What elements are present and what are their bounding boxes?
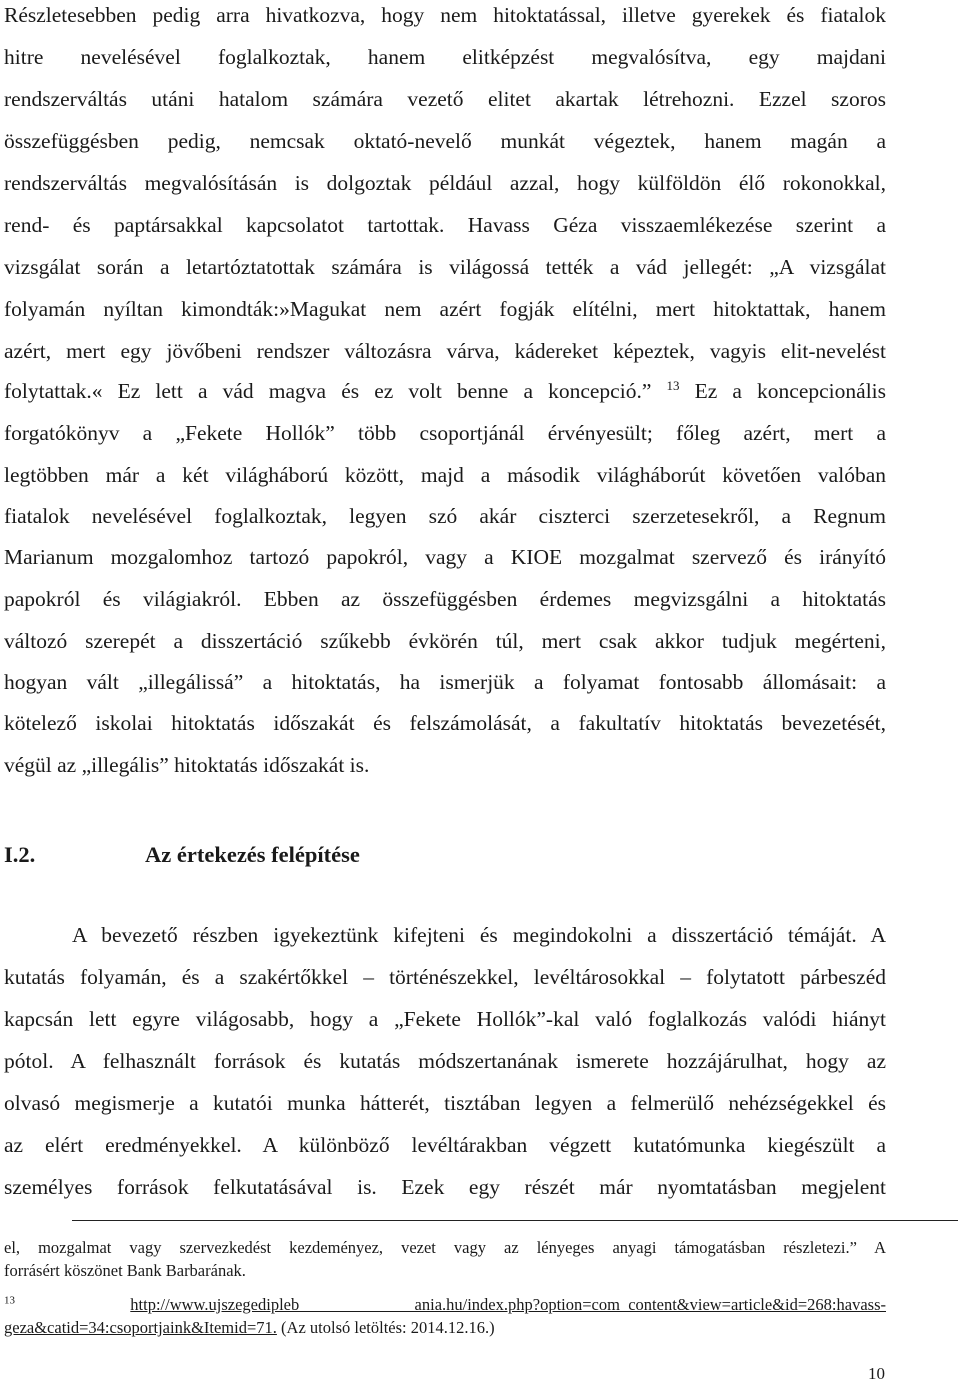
- quote-end-text: folytattak.« Ez lett a vád magva és ez volt benne a koncepció.”: [4, 379, 652, 403]
- body-text-line: összefüggésben pedig, nemcsak oktató-nevelő munkát végeztek, hanem magán a: [4, 129, 886, 153]
- body-text-line: változó szerepét a disszertáció szűkebb évkörén túl, mert csak akkor tudjuk megérteni,: [4, 629, 886, 653]
- body-text-line: hitre nevelésével foglalkoztak, hanem elitképzést megvalósítva, egy majdani: [4, 45, 886, 69]
- body-text-line: azért, mert egy jövőbeni rendszer változásra várva, kádereket képeztek, vagyis elit-nevelést: [4, 339, 886, 363]
- footnote-13-link[interactable]: http://www.ujszegedipleb ania.hu/index.php?option=com_content&view=article&id=268:havass-: [130, 1295, 886, 1314]
- footnote-13: [4, 1294, 886, 1315]
- body-text-line: folyamán nyíltan kimondták:»Magukat nem azért fogják elítélni, mert hitoktattak, hanem: [4, 297, 886, 321]
- body-text-line: A bevezető részben igyekeztünk kifejteni és megindokolni a disszertáció témáját. A: [72, 923, 886, 947]
- footnote-number: 13: [4, 1294, 15, 1307]
- body-text-line: rendszerváltás utáni hatalom számára vezető elitet akartak létrehozni. Ezzel szoros: [4, 87, 886, 111]
- page-number: 10: [868, 1364, 885, 1383]
- body-text-line: rend- és paptársakkal kapcsolatot tartottak. Havass Géza visszaemlékezése szerint a: [4, 213, 886, 237]
- body-text-line: fiatalok nevelésével foglalkoztak, legyen szó akár ciszterci szerzetesekről, a Regnum: [4, 504, 886, 528]
- body-text-line: rendszerváltás megvalósításán is dolgoztak például azzal, hogy külföldön élő rokonokkal,: [4, 171, 886, 195]
- body-text-line: személyes források felkutatásával is. Ezek egy részét már nyomtatásban megjelent: [4, 1175, 886, 1199]
- body-text-line: olvasó megismerje a kutatói munka hátterét, tisztában legyen a felmerülő nehézségekkel és: [4, 1091, 886, 1115]
- body-text-line: hogyan vált „illegálissá” a hitoktatás, ha ismerjük a folyamat fontosabb állomásait: a: [4, 670, 886, 694]
- section-title: Az értekezés felépítése: [145, 842, 360, 867]
- body-text-line: kutatás folyamán, és a szakértőkkel – történészekkel, levéltárosokkal – folytatott párbeszéd: [4, 965, 886, 989]
- body-text-line: Marianum mozgalomhoz tartozó papokról, vagy a KIOE mozgalmat szervező és irányító: [4, 545, 886, 569]
- footnote-separator: [72, 1220, 958, 1221]
- body-text-line-with-footnote-ref: [4, 376, 886, 406]
- body-text-line: Részletesebben pedig arra hivatkozva, hogy nem hitoktatással, illetve gyerekek és fiatalok: [4, 3, 886, 27]
- body-text-line: kötelező iskolai hitoktatás időszakát és felszámolását, a fakultatív hitoktatás bevezetését,: [4, 711, 886, 735]
- body-text-line: papokról és világiakról. Ebben az összefüggésben érdemes megvizsgálni a hitoktatás: [4, 587, 886, 611]
- footnote-continued-line: el, mozgalmat vagy szervezkedést kezdeményez, vezet vagy az lényeges anyagi támogatásban részletezi.” A: [4, 1238, 886, 1257]
- section-number: I.2.: [4, 842, 36, 867]
- footnote-continued-line: forrásért köszönet Bank Barbarának.: [4, 1261, 246, 1280]
- body-text-line: végül az „illegális” hitoktatás időszakát is.: [4, 753, 370, 777]
- footnote-13-link-continued[interactable]: geza&catid=34:csoportjaink&Itemid=71.: [4, 1318, 277, 1337]
- body-text-line: forgatókönyv a „Fekete Hollók” több csoportjánál érvényesült; főleg azért, mert a: [4, 421, 886, 445]
- footnote-13-continued: [4, 1317, 886, 1338]
- body-text-line: az elért eredményekkel. A különböző levéltárakban végzett kutatómunka kiegészült a: [4, 1133, 886, 1157]
- body-text-line: pótol. A felhasznált források és kutatás módszertanának ismerete hozzájárulhat, hogy az: [4, 1049, 886, 1073]
- body-text-line: legtöbben már a két világháború között, majd a második világháborút követően valóban: [4, 463, 886, 487]
- footnote-reference-13[interactable]: 13: [666, 377, 680, 393]
- body-text-line: vizsgálat során a letartóztatottak számára is világossá tették a vád jellegét: „A vizsgálat: [4, 255, 886, 279]
- body-text-line: kapcsán lett egyre világosabb, hogy a „Fekete Hollók”-kal való foglalkozás valódi hiányt: [4, 1007, 886, 1031]
- footnote-13-access-date: (Az utolsó letöltés: 2014.12.16.): [276, 1318, 495, 1337]
- continuation-text: Ez a koncepcionális: [679, 379, 887, 403]
